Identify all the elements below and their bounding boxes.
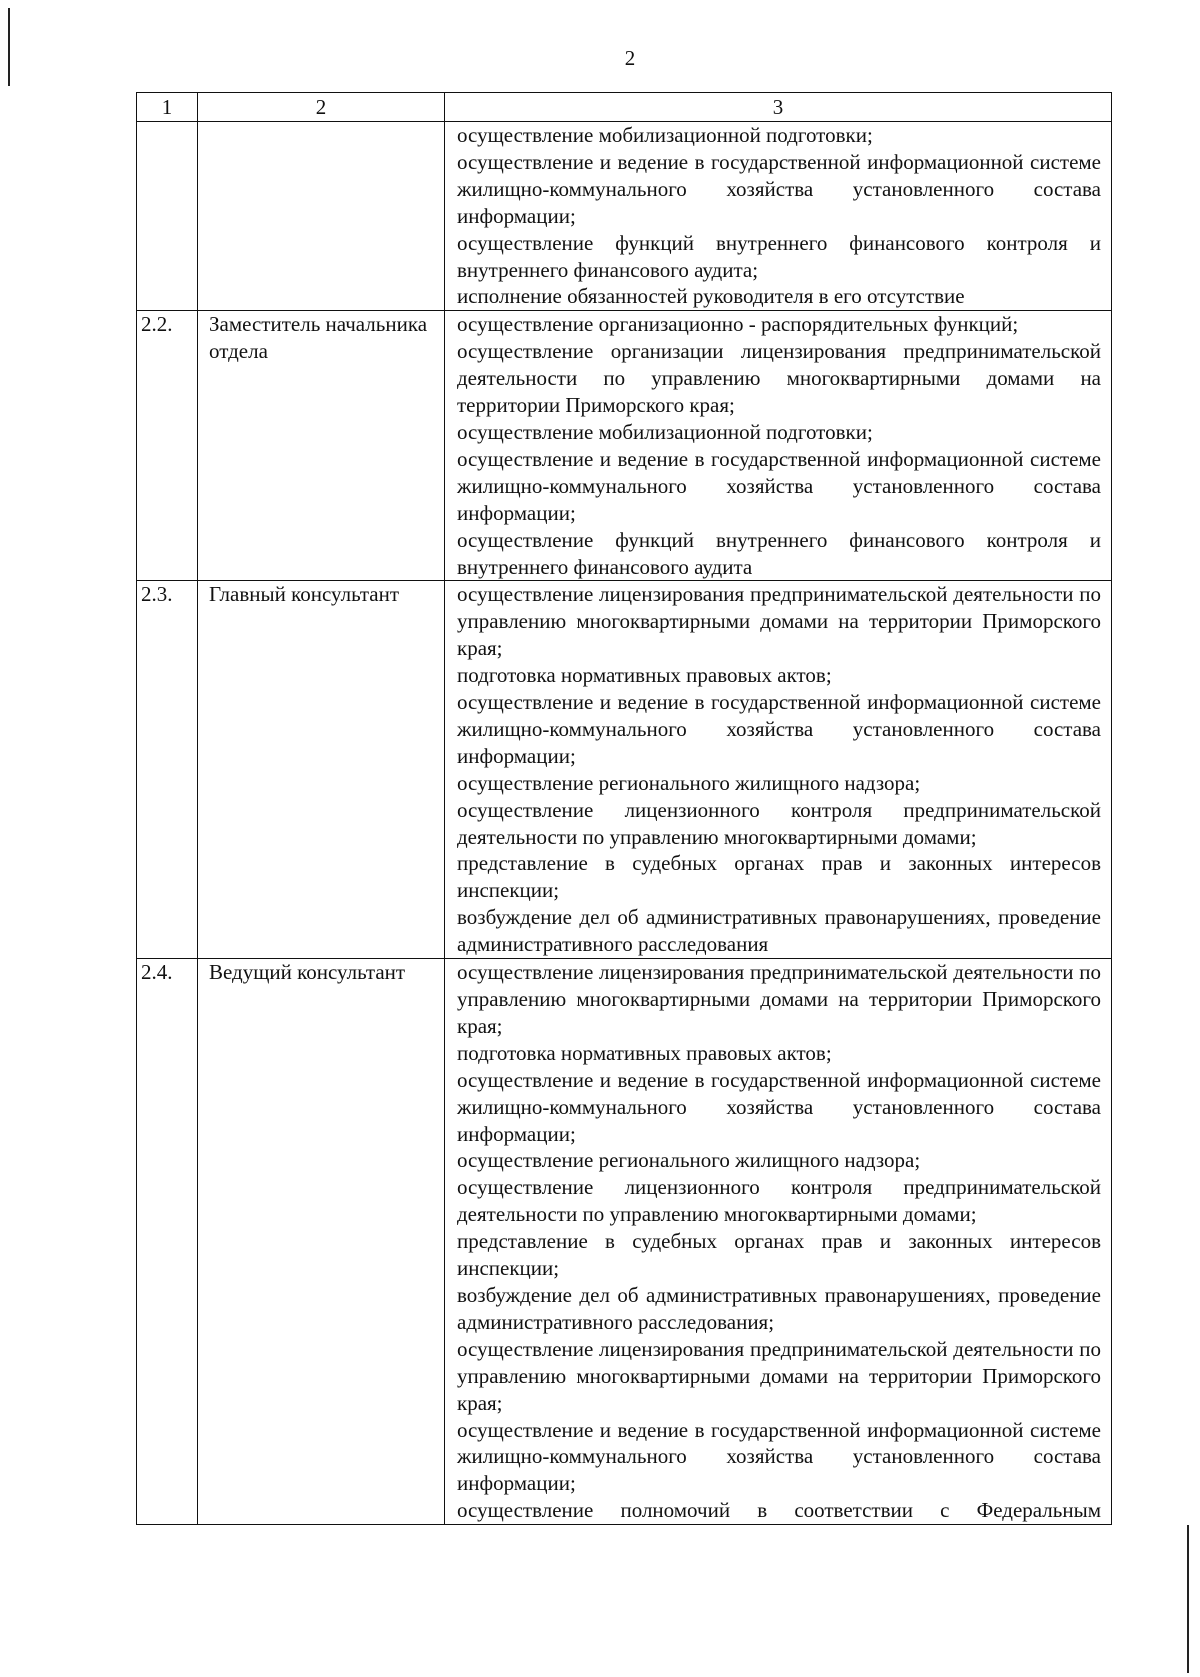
duty-item: осуществление функций внутреннего финансового контроля и внутреннего финансового аудита; [457,230,1101,282]
header-col-3: 3 [445,93,1112,122]
table-row [137,122,1112,311]
duty-item: представление в судебных органах прав и законных интересов инспекции; [457,1229,1101,1281]
table-row [137,311,1112,581]
table-row [137,581,1112,959]
duty-item: осуществление и ведение в государственной информационной системе жилищно-коммунального хозяйства установленного состава информации; [457,1067,1101,1146]
duties-cell [445,959,1112,1525]
duty-item: подготовка нормативных правовых актов; [457,1040,832,1065]
duty-item: возбуждение дел об административных правонарушениях, проведение административного расследования [457,905,1101,957]
position-title [198,122,445,311]
position-title: Главный консультант [198,581,445,959]
duty-item: осуществление организационно - распорядительных функций; [457,312,1019,337]
table-row [137,959,1112,1525]
duty-item: осуществление организации лицензирования предпринимательской деятельности по управлению многоквартирными домами на территории Приморского края; [457,339,1101,418]
duties-cell [445,311,1112,581]
duty-item: осуществление регионального жилищного надзора; [457,1148,921,1173]
duties-cell [445,122,1112,311]
duty-item: осуществление и ведение в государственной информационной системе жилищно-коммунального хозяйства установленного состава информации; [457,690,1101,768]
page-number: 2 [624,46,636,70]
duty-item: осуществление лицензирования предпринимательской деятельности по управлению многоквартирными домами на территории Приморского края; [457,1336,1101,1415]
duties-table [136,92,1112,1525]
duty-item: осуществление лицензионного контроля предпринимательской деятельности по управлению многоквартирными домами; [457,1175,1101,1227]
duty-item: осуществление и ведение в государственной информационной системе жилищно-коммунального хозяйства установленного состава информации; [457,1417,1101,1496]
duty-item: подготовка нормативных правовых актов; [457,663,832,688]
duties-table-body [137,93,1112,1525]
duty-item: осуществление мобилизационной подготовки; [457,123,873,147]
duty-item: исполнение обязанностей руководителя в его отсутствие [457,284,965,309]
duty-item: осуществление и ведение в государственной информационной системе жилищно-коммунального хозяйства установленного состава информации; [457,446,1101,525]
duty-item: осуществление функций внутреннего финансового контроля и внутреннего финансового аудита [457,527,1101,579]
header-col-2: 2 [198,93,445,122]
row-number: 2.4. [137,959,198,1525]
duty-item: осуществление полномочий в соответствии с Федеральным [457,1498,1101,1523]
duty-item: осуществление лицензирования предпринимательской деятельности по управлению многоквартирными домами на территории Приморского края; [457,582,1101,661]
duty-item: осуществление лицензионного контроля предпринимательской деятельности по управлению многоквартирными домами; [457,797,1101,849]
scan-edge-mark-right [1187,1525,1189,1673]
duty-item: осуществление регионального жилищного надзора; [457,770,921,795]
table-header-row [137,93,1112,122]
row-number: 2.2. [137,311,198,581]
duty-item: осуществление мобилизационной подготовки; [457,419,873,444]
duties-cell [445,581,1112,959]
row-number: 2.3. [137,581,198,959]
row-number [137,122,198,311]
position-title: Заместитель начальника отдела [198,311,445,581]
duty-item: осуществление лицензирования предпринимательской деятельности по управлению многоквартирными домами на территории Приморского края; [457,960,1101,1038]
duty-item: представление в судебных органах прав и законных интересов инспекции; [457,851,1101,903]
header-col-1: 1 [137,93,198,122]
duty-item: осуществление и ведение в государственной информационной системе жилищно-коммунального хозяйства установленного состава информации; [457,149,1101,228]
position-title: Ведущий консультант [198,959,445,1525]
duty-item: возбуждение дел об административных правонарушениях, проведение административного расследования; [457,1282,1101,1334]
